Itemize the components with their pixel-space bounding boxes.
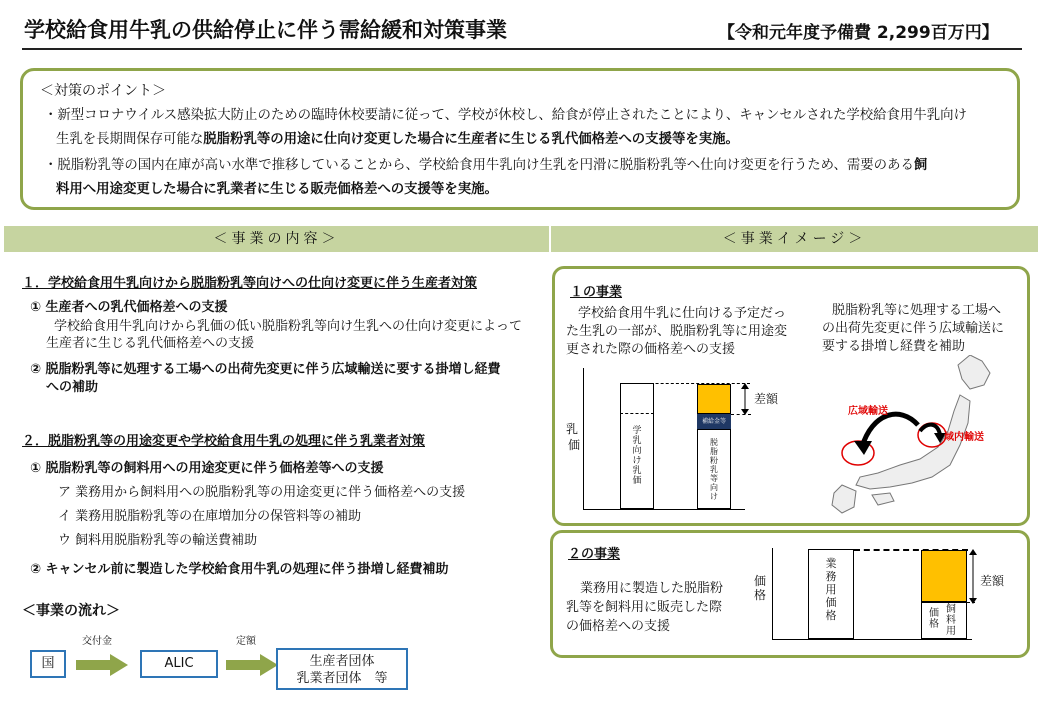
image-2-desc-2: 乳等を飼料用に販売した際 [566,600,723,615]
bar-char: 格 [825,609,837,622]
image-1-right-1: 脱脂粉乳等に処理する工場へ [832,303,1002,318]
bar-char: 料 [946,615,956,626]
section-1-item-1: ① 生産者への乳代価格差への支援 [30,300,228,315]
section-2-item-b: イ 業務用脱脂粉乳等の在庫増加分の保管料等の補助 [58,509,362,524]
bar-char: 乳 [632,436,642,446]
bar-char: け [710,492,718,501]
diff-arrow-bottom [741,409,749,415]
point-1-emphasis: 脱脂粉乳等の用途に仕向け変更した場合に生産者に生じる乳代価格差への支援等を実施。 [203,132,739,147]
image-1-desc-1: 学校給食用牛乳に仕向ける予定だっ [578,306,787,321]
section-1-item-1-desc-2: 生産者に生じる乳代価格差への支援 [46,336,255,351]
bar-char: 脂 [710,447,718,456]
bar-char: 格 [929,619,939,630]
map-wide-arrow-head [854,441,872,455]
flow-box-government: 国 [30,650,66,678]
flow-arrow-2-label: 定額 [236,636,256,647]
image-2-diff-arrow [968,549,978,604]
bar-char: 等 [710,474,718,483]
diff-arrow-top [741,383,749,389]
image-2-bar-feed [921,602,967,639]
image-1-right-2: の出荷先変更に伴う広域輸送に [822,321,1005,336]
point-1-line-2 [56,128,739,152]
bar-char: 価 [825,596,837,609]
flow-box-recipients [276,648,408,690]
title-divider [22,48,1022,50]
flow-recipient-2: 乳業者団体 等 [296,671,388,686]
image-2-bar-feed-label-a [929,608,941,630]
image-2-diff-label: 差額 [980,574,1005,588]
section-2-title: ２．脱脂粉乳等の用途変更や学校給食用牛乳の処理に伴う乳業者対策 [22,434,426,449]
image-2-desc-3: の価格差への支援 [566,619,671,634]
bar-char: 乳 [632,466,642,476]
image-1-y-axis [583,368,584,510]
section-content-header: ＜事業の内容＞ [4,226,549,252]
image-1-bar-school-label [631,426,643,486]
map-local-label: 域内輸送 [944,432,984,443]
flow-arrow-1-head [110,654,128,676]
bar-char: 務 [825,570,837,583]
axis-char: 格 [754,588,767,602]
point-2-emphasis-start: 飼 [913,158,928,173]
flow-title: ＜事業の流れ＞ [22,603,120,619]
section-1-item-1-desc-1: 学校給食用牛乳向けから乳価の低い脱脂粉乳等向け生乳への仕向け変更によって [54,319,523,334]
section-1-item-2: ② 脱脂粉乳等に処理する工場への出荷先変更に伴う広域輸送に要する掛増し経費 [30,362,501,377]
image-1-yaxis-label-2: 価 [568,438,581,452]
bar-char: 粉 [710,456,718,465]
bar-char: 学 [632,426,642,436]
section-2-item-1: ① 脱脂粉乳等の飼料用への用途変更に伴う価格差等への支援 [30,461,384,476]
image-1-bar-badge: 補給金等 [697,414,731,429]
image-2-bar-business-label [824,557,838,622]
point-1-text: 生乳を長期間保存可能な [56,132,204,147]
section-1-title: １．学校給食用牛乳向けから脱脂粉乳等向けへの仕向け変更に伴う生産者対策 [22,276,478,291]
image-1-x-axis [583,509,745,510]
point-2-text: ・脱脂粉乳等の国内在庫が高い水準で推移していることから、学校給食用牛乳向け生乳を円滑に脱脂粉乳等へ仕向け変更を行うため、需要のある [44,158,914,173]
point-2-line-2: 料用へ用途変更した場合に乳業者に生じる販売価格差への支援等を実施。 [56,182,498,197]
japan-map-icon [820,355,1020,520]
image-2-title: ２の事業 [568,547,621,562]
diff-arrow-top [969,549,977,555]
bar-char: 価 [929,608,939,619]
point-1-line-1: ・新型コロナウイルス感染拡大防止のための臨時休校要請に従って、学校が休校し、給食が停止されたことにより、キャンセルされた学校給食用牛乳向け [44,108,967,123]
flow-arrow-1-label: 交付金 [82,636,112,647]
bar-char: 脱 [710,438,718,447]
image-1-bar-school-split [620,413,654,414]
section-2-item-2: ② キャンセル前に製造した学校給食用牛乳の処理に伴う掛増し経費補助 [30,562,449,577]
map-shikoku [872,493,894,505]
map-kyushu [832,485,856,513]
section-2-item-a: ア 業務用から飼料用への脱脂粉乳等の用途変更に伴う価格差への支援 [58,485,466,500]
bar-char: 用 [825,583,837,596]
image-1-desc-2: た生乳の一部が、脱脂粉乳等に用途変 [566,324,788,339]
flow-arrow-2 [226,654,280,676]
image-1-desc-3: 更された際の価格差への支援 [566,342,736,357]
bar-char: 飼 [946,604,956,615]
flow-arrow-1 [76,654,130,676]
axis-char: 価 [754,574,767,588]
flow-arrow-1-shaft [76,660,112,670]
section-1-item-2-cont: への補助 [46,380,99,395]
section-2-item-c: ウ 飼料用脱脂粉乳等の輸送費補助 [58,533,258,548]
image-1-yaxis-label-1: 乳 [566,422,579,436]
image-2-bar-feed-label-b [946,604,958,637]
image-2-y-axis [772,548,773,640]
budget-label: 【令和元年度予備費 2,299百万円】 [718,23,999,43]
map-hokkaido [958,355,990,389]
flow-box-alic: ALIC [140,650,218,678]
diff-arrow-bottom [969,598,977,604]
points-heading: ＜対策のポイント＞ [40,83,166,99]
image-1-bar-skim-label [700,438,728,501]
image-1-bar-diff [697,384,731,414]
bar-char: 業 [825,557,837,570]
image-1-title: １の事業 [570,285,623,300]
image-2-bar-diff [921,550,967,602]
page-title: 学校給食用牛乳の供給停止に伴う需給緩和対策事業 [24,18,507,42]
image-1-diff-label: 差額 [754,392,779,406]
flow-arrow-2-shaft [226,660,262,670]
image-2-x-axis [772,639,972,640]
bar-char: 向 [710,483,718,492]
point-2-line-1 [44,154,927,178]
bar-char: 用 [946,626,956,637]
map-wide-label: 広域輸送 [848,406,888,417]
section-image-header: ＜事業イメージ＞ [551,226,1038,252]
bar-char: 乳 [710,465,718,474]
bar-char: 価 [632,476,642,486]
bar-char: 向 [632,446,642,456]
bar-char: け [632,456,642,466]
image-1-diff-arrow [740,383,750,415]
image-1-right-3: 要する掛増し経費を補助 [822,339,966,354]
image-2-desc-1: 業務用に製造した脱脂粉 [580,581,724,596]
flow-recipient-1: 生産者団体 [309,654,375,669]
image-2-yaxis-label [754,574,768,602]
